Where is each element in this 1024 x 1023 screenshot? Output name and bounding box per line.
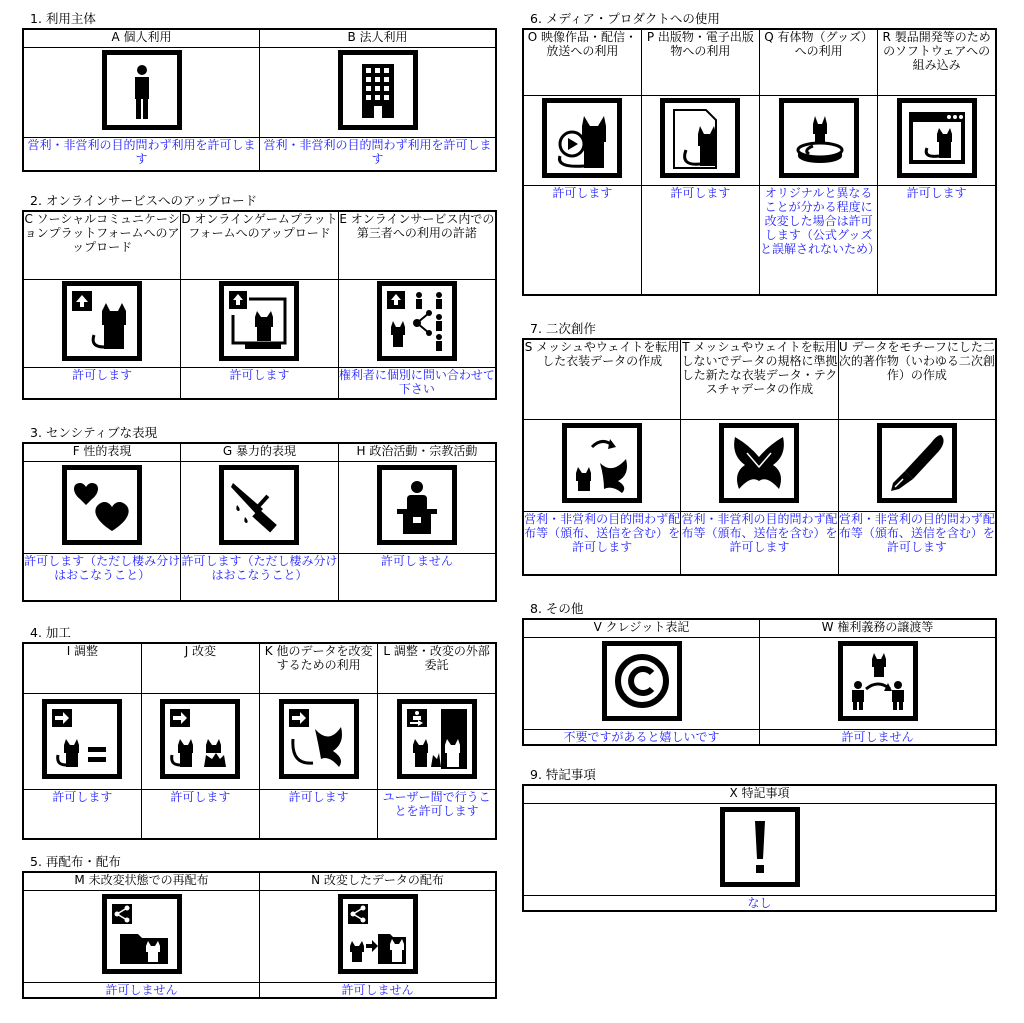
- license-table: [522, 28, 997, 296]
- item-value: 許可しません: [760, 729, 997, 745]
- section-title: 2. オンラインサービスへのアップロード: [30, 193, 258, 208]
- item-label: B 法人利用: [260, 29, 497, 47]
- person-icon: [102, 50, 182, 130]
- item-label: S メッシュやウェイトを転用した衣装データの作成: [523, 339, 681, 419]
- section-title: 7. 二次創作: [530, 321, 596, 336]
- section-8: [522, 600, 997, 746]
- adjust-equal-icon: [42, 699, 122, 779]
- section-title: 9. 特記事項: [530, 767, 596, 782]
- item-label: E オンラインサービス内での第三者への利用の許諾: [338, 211, 496, 279]
- knife-icon: [219, 465, 299, 545]
- item-label: X 特記事項: [523, 785, 996, 803]
- section-3: [22, 424, 497, 602]
- section-2: [22, 192, 497, 400]
- item-label: P 出版物・電子出版物への利用: [641, 29, 759, 95]
- item-value: 許可します: [641, 185, 759, 295]
- upload-avatar-icon: [62, 281, 142, 361]
- license-table: [522, 338, 997, 576]
- modify-avatars-icon: [160, 699, 240, 779]
- item-value: 営利・非営利の目的問わず配布等（頒布、送信を含む）を許可します: [838, 511, 996, 575]
- section-9: [522, 766, 997, 912]
- item-label: M 未改変状態での再配布: [23, 872, 260, 890]
- share-people-icon: [377, 281, 457, 361]
- copyright-icon: [602, 641, 682, 721]
- exclamation-icon: [720, 807, 800, 887]
- section-1: [22, 10, 497, 172]
- video-avatar-icon: [542, 98, 622, 178]
- section-title: 5. 再配布・配布: [30, 854, 121, 869]
- section-6: [522, 10, 997, 296]
- section-title: 1. 利用主体: [30, 11, 96, 26]
- item-value: 許可しません: [23, 982, 260, 998]
- item-value: 営利・非営利の目的問わず利用を許可します: [23, 137, 260, 171]
- license-table: [22, 642, 497, 840]
- speaker-podium-icon: [377, 465, 457, 545]
- license-table: [22, 871, 497, 999]
- item-label: D オンラインゲームプラットフォームへのアップロード: [181, 211, 339, 279]
- item-label: Q 有体物（グッズ）への利用: [760, 29, 878, 95]
- section-title: 3. センシティブな表現: [30, 425, 158, 440]
- software-window-icon: [897, 98, 977, 178]
- item-value: 許可します: [523, 185, 641, 295]
- item-label: F 性的表現: [23, 443, 181, 461]
- mesh-transfer-icon: [562, 423, 642, 503]
- hearts-icon: [62, 465, 142, 545]
- section-7: [522, 320, 997, 576]
- document-avatar-icon: [660, 98, 740, 178]
- item-label: W 権利義務の譲渡等: [760, 619, 997, 637]
- item-label: V クレジット表記: [523, 619, 760, 637]
- item-label: N 改変したデータの配布: [260, 872, 497, 890]
- item-label: K 他のデータを改変するための利用: [260, 643, 378, 693]
- transfer-rights-icon: [838, 641, 918, 721]
- item-value: オリジナルと異なることが分かる程度に改変した場合は許可します（公式グッズと誤解されないため）: [760, 185, 878, 295]
- item-value: 許可します: [141, 789, 259, 839]
- item-label: C ソーシャルコミュニケーションプラットフォームへのアップロード: [23, 211, 181, 279]
- section-5: [22, 853, 497, 999]
- costume-icon: [719, 423, 799, 503]
- item-value: 許可します（ただし棲み分けはおこなうこと）: [23, 553, 181, 601]
- share-modified-icon: [338, 894, 418, 974]
- item-value: ユーザー間で行うことを許可します: [378, 789, 496, 839]
- pen-nib-icon: [877, 423, 957, 503]
- license-table: [522, 784, 997, 912]
- license-table: [22, 442, 497, 602]
- share-folder-icon: [102, 894, 182, 974]
- item-value: 許可しません: [260, 982, 497, 998]
- item-value: 許可します: [878, 185, 996, 295]
- item-value: 許可します: [23, 789, 141, 839]
- item-label: U データをモチーフにした二次的著作物（いわゆる二次創作）の作成: [838, 339, 996, 419]
- ribbon-tail-icon: [279, 699, 359, 779]
- item-label: H 政治活動・宗教活動: [338, 443, 496, 461]
- section-title: 4. 加工: [30, 625, 71, 640]
- section-4: [22, 624, 497, 840]
- item-value: 許可しません: [338, 553, 496, 601]
- item-label: T メッシュやウェイトを転用しないでデータの規格に準拠した新たな衣装データ・テクスチャデータの作成: [681, 339, 839, 419]
- item-label: L 調整・改変の外部委託: [378, 643, 496, 693]
- license-table: [522, 618, 997, 746]
- item-value: なし: [523, 895, 996, 911]
- item-label: J 改変: [141, 643, 259, 693]
- item-value: 権利者に個別に問い合わせて下さい: [338, 367, 496, 399]
- item-value: 営利・非営利の目的問わず利用を許可します: [260, 137, 497, 171]
- item-label: I 調整: [23, 643, 141, 693]
- item-label: O 映像作品・配信・放送への利用: [523, 29, 641, 95]
- item-value: 不要ですがあると嬉しいです: [523, 729, 760, 745]
- license-table: [22, 28, 497, 172]
- building-icon: [338, 50, 418, 130]
- license-table: [22, 210, 497, 400]
- item-label: R 製品開発等のためのソフトウェアへの組み込み: [878, 29, 996, 95]
- item-value: 営利・非営利の目的問わず配布等（頒布、送信を含む）を許可します: [681, 511, 839, 575]
- item-value: 許可します（ただし棲み分けはおこなうこと）: [181, 553, 339, 601]
- item-label: A 個人利用: [23, 29, 260, 47]
- figure-icon: [779, 98, 859, 178]
- outsource-icon: [397, 699, 477, 779]
- section-title: 6. メディア・プロダクトへの使用: [530, 11, 720, 26]
- section-title: 8. その他: [530, 601, 584, 616]
- item-value: 許可します: [23, 367, 181, 399]
- item-value: 許可します: [260, 789, 378, 839]
- item-value: 営利・非営利の目的問わず配布等（頒布、送信を含む）を許可します: [523, 511, 681, 575]
- upload-game-icon: [219, 281, 299, 361]
- item-label: G 暴力的表現: [181, 443, 339, 461]
- item-value: 許可します: [181, 367, 339, 399]
